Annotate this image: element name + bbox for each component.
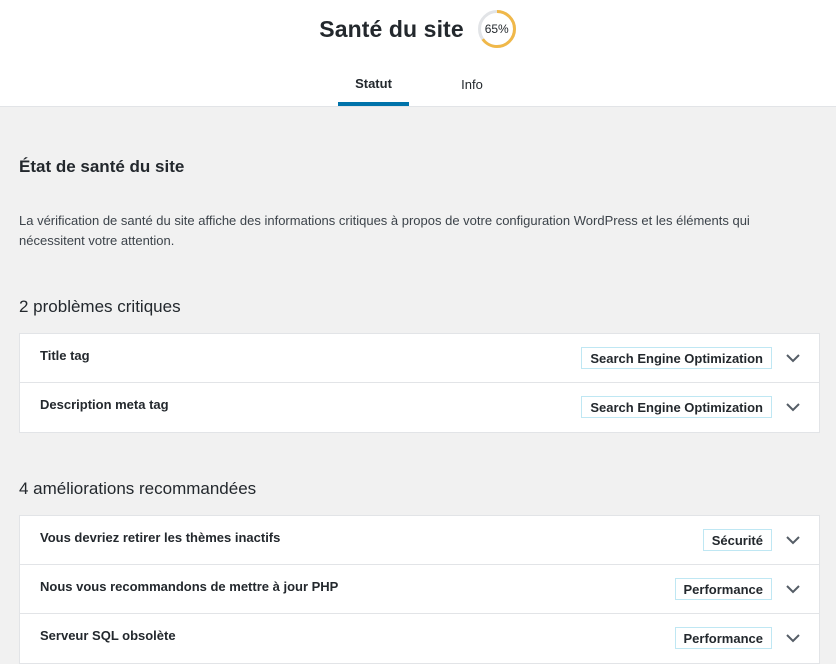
chevron-down-icon[interactable] [785,352,801,364]
section-description: La vérification de santé du site affiche des informations critiques à propos de votre configuration WordPress et les éléments qui nécessitent votre attention. [19,213,750,248]
critical-issues-title: 2 problèmes critiques [19,297,181,316]
section-title: État de santé du site [19,157,185,176]
tab-info[interactable]: Info [461,76,483,92]
score-value: 65% [484,22,509,36]
improvement-row-inactive-themes[interactable] [20,516,819,565]
issue-badge: Search Engine Optimization [581,396,772,418]
tab-status[interactable]: Statut [338,62,409,106]
health-score-indicator [477,9,517,49]
issue-badge: Search Engine Optimization [581,347,772,369]
improvement-label: Vous devriez retirer les thèmes inactifs [40,530,281,545]
recommended-improvements-title: 4 améliorations recommandées [19,479,257,498]
chevron-down-icon[interactable] [785,534,801,546]
improvement-label: Serveur SQL obsolète [40,628,176,643]
issue-row-description-meta-tag[interactable] [20,383,819,432]
improvement-badge: Sécurité [703,529,772,551]
issue-label: Description meta tag [40,397,169,412]
site-health-header [0,0,836,107]
tabs [0,62,836,106]
recommended-improvements-list [19,515,820,664]
chevron-down-icon[interactable] [785,401,801,413]
title-wrap [0,8,836,50]
chevron-down-icon[interactable] [785,583,801,595]
improvement-label: Nous vous recommandons de mettre à jour PHP [40,579,339,594]
issue-row-title-tag[interactable] [20,334,819,383]
improvement-row-update-php[interactable] [20,565,819,614]
improvement-badge: Performance [675,578,772,600]
improvement-badge: Performance [675,627,772,649]
issue-label: Title tag [40,348,90,363]
improvement-row-sql-server[interactable] [20,614,819,663]
chevron-down-icon[interactable] [785,632,801,644]
page-title: Santé du site [319,15,464,42]
critical-issues-list [19,333,820,433]
